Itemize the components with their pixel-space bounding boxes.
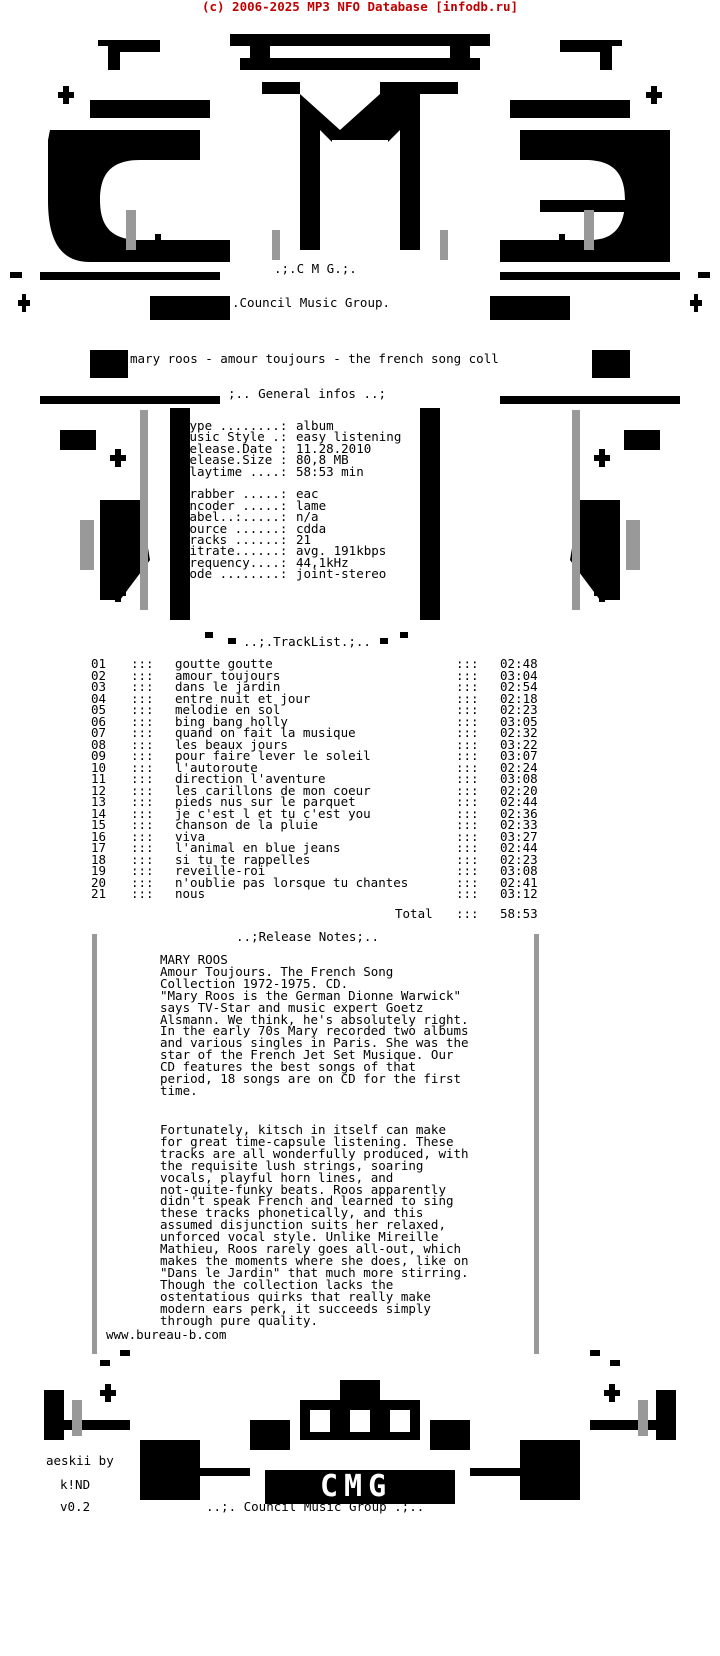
track-separator-left: ::: — [131, 771, 154, 786]
track-title: les carillons de mon coeur — [175, 782, 371, 798]
track-separator-right: ::: — [456, 690, 479, 706]
track-title: l'autoroute — [175, 759, 258, 775]
track-separator-left: ::: — [131, 782, 154, 798]
general-info-key: Encoder .....: — [182, 497, 288, 513]
track-title: pieds nus sur le parquet — [175, 794, 356, 809]
track-duration: 02:20 — [500, 782, 538, 798]
general-info-value: easy listening — [296, 429, 402, 445]
track-row — [91, 667, 565, 683]
track-separator-right: ::: — [456, 725, 479, 740]
track-duration: 02:44 — [500, 794, 538, 809]
release-title: mary roos - amour toujours - the french song coll — [130, 351, 499, 366]
side-swirls-top — [18, 272, 702, 404]
track-separator-right: ::: — [456, 759, 479, 775]
footer-logo-cutouts — [310, 1410, 410, 1432]
track-title: pour faire lever le soleil — [175, 748, 371, 763]
track-separator-left: ::: — [131, 851, 154, 867]
tracklist-heading: ..;.TrackList.;.. — [243, 634, 371, 649]
track-duration: 02:18 — [500, 690, 538, 706]
track-title: amour toujours — [175, 667, 281, 683]
track-separator-left: ::: — [131, 863, 154, 878]
cmg-logo-art — [10, 34, 710, 278]
track-duration: 03:08 — [500, 771, 538, 786]
group-short-name: .;.C M G.;. — [274, 261, 357, 276]
track-separator-left: ::: — [131, 713, 154, 729]
track-separator-left: ::: — [131, 840, 154, 855]
track-row — [91, 759, 565, 775]
track-separator-left: ::: — [131, 805, 154, 821]
track-separator-right: ::: — [456, 828, 479, 844]
track-number: 20 — [91, 874, 107, 890]
track-number: 14 — [91, 805, 107, 821]
general-info-value: joint-stereo — [296, 566, 387, 582]
track-row — [91, 874, 565, 890]
track-separator-left: ::: — [131, 690, 154, 706]
label-website-link[interactable]: www.bureau-b.com — [106, 1327, 227, 1342]
track-number: 18 — [91, 851, 107, 867]
track-number: 04 — [91, 690, 107, 706]
general-info-value: 58:53 min — [296, 463, 364, 479]
track-title: dans le jardin — [175, 679, 281, 694]
track-separator-left: ::: — [131, 874, 154, 890]
track-duration: 02:44 — [500, 840, 538, 855]
footer-group-name: ..;. Council Music Group .;.. — [206, 1499, 425, 1514]
track-title: direction l'aventure — [175, 771, 326, 786]
track-row — [91, 725, 565, 740]
track-separator-right: ::: — [456, 805, 479, 821]
total-label: Total — [395, 906, 433, 921]
track-duration: 02:23 — [500, 851, 538, 867]
track-number: 08 — [91, 736, 107, 752]
track-separator-right: ::: — [456, 771, 479, 786]
general-info-value: 80,8 MB — [296, 452, 349, 468]
group-full-name: .Council Music Group. — [232, 295, 391, 310]
art-credit-label: aeskii by — [46, 1453, 114, 1468]
general-info-key: Frequency....: — [182, 554, 288, 570]
track-title: chanson de la pluie — [175, 817, 318, 832]
track-duration: 03:22 — [500, 736, 538, 752]
track-separator-left: ::: — [131, 759, 154, 775]
track-title: nous — [175, 886, 206, 901]
track-title: entre nuit et jour — [175, 690, 311, 706]
track-title: melodie en sol — [175, 702, 281, 717]
track-row — [91, 656, 565, 671]
track-separator-left: ::: — [131, 794, 154, 809]
track-number: 07 — [91, 725, 107, 740]
track-separator-left: ::: — [131, 886, 154, 901]
track-separator-left: ::: — [131, 656, 154, 671]
general-info-value: lame — [296, 497, 327, 513]
track-title: l'animal en blue jeans — [175, 840, 341, 855]
track-separator-right: ::: — [456, 840, 479, 855]
track-title: bing bang holly — [175, 713, 288, 729]
general-info-key: Release.Date : — [182, 440, 288, 456]
track-separator-right: ::: — [456, 886, 479, 901]
track-number: 19 — [91, 863, 107, 878]
track-number: 02 — [91, 667, 107, 683]
track-separator-left: ::: — [131, 736, 154, 752]
general-info-value: cdda — [296, 520, 327, 536]
general-info-key: Type ........: — [182, 418, 288, 433]
total-duration: 58:53 — [500, 906, 538, 921]
artist-name: k!ND — [60, 1477, 91, 1492]
track-separator-left: ::: — [131, 667, 154, 683]
track-duration: 02:54 — [500, 679, 538, 694]
track-title: reveille-roi — [175, 863, 266, 878]
track-row — [91, 840, 565, 855]
track-number: 06 — [91, 713, 107, 729]
track-duration: 03:07 — [500, 748, 538, 763]
track-duration: 02:33 — [500, 817, 538, 832]
track-title: si tu te rappelles — [175, 851, 311, 867]
track-row — [91, 851, 565, 867]
track-duration: 03:04 — [500, 667, 538, 683]
release-notes-heading: ..;Release Notes;.. — [236, 929, 379, 944]
track-number: 17 — [91, 840, 107, 855]
track-row — [91, 886, 565, 901]
track-duration: 02:32 — [500, 725, 538, 740]
track-number: 03 — [91, 679, 107, 694]
general-info-key: Tracks ......: — [182, 532, 288, 547]
track-title: je c'est l et tu c'est you — [175, 805, 371, 821]
track-title: viva — [175, 828, 206, 844]
general-info-key: Mode ........: — [182, 566, 288, 582]
general-info-key: Playtime ....: — [182, 463, 288, 479]
track-separator-right: ::: — [456, 667, 479, 683]
general-info-value: avg. 191kbps — [296, 543, 387, 559]
track-title: quand on fait la musique — [175, 725, 356, 740]
track-number: 05 — [91, 702, 107, 717]
track-separator-left: ::: — [131, 748, 154, 763]
track-title: goutte goutte — [175, 656, 273, 671]
total-separator: ::: — [456, 906, 479, 921]
track-row — [91, 679, 565, 694]
track-duration: 02:23 — [500, 702, 538, 717]
track-separator-left: ::: — [131, 725, 154, 740]
track-duration: 03:05 — [500, 713, 538, 729]
track-separator-left: ::: — [131, 679, 154, 694]
track-number: 09 — [91, 748, 107, 763]
track-number: 01 — [91, 656, 107, 671]
track-title: les beaux jours — [175, 736, 288, 752]
general-info-value: n/a — [296, 509, 319, 525]
track-number: 15 — [91, 817, 107, 832]
release-notes-paragraph-1: MARY ROOS Amour Toujours. The French Song Collection 1972-1975. CD. "Mary Roos is the German Dionne Warwick" says TV-Star and music expert Goetz Alsmann. We think, he's absolutely right. In the early 70s Mary recorded two albums and various singles in Paris. She was the star of the French Jet Set Musique. Our CD features the best songs of that period, 18 songs are on CD for the first time. — [160, 952, 469, 1098]
track-number: 21 — [91, 886, 107, 901]
track-duration: 02:48 — [500, 656, 538, 671]
track-row — [91, 805, 565, 821]
track-separator-right: ::: — [456, 656, 479, 671]
track-separator-right: ::: — [456, 702, 479, 717]
track-title: n'oublie pas lorsque tu chantes — [175, 874, 409, 890]
general-info-key: Grabber .....: — [182, 486, 288, 502]
track-duration: 02:41 — [500, 874, 538, 890]
track-duration: 02:24 — [500, 759, 538, 775]
track-separator-left: ::: — [131, 702, 154, 717]
track-separator-right: ::: — [456, 679, 479, 694]
track-number: 13 — [91, 794, 107, 809]
version-label: v0.2 — [60, 1499, 91, 1514]
track-separator-left: ::: — [131, 828, 154, 844]
track-separator-right: ::: — [456, 817, 479, 832]
track-duration: 03:08 — [500, 863, 538, 878]
general-infos-heading: ;.. General infos ..; — [228, 386, 387, 401]
track-duration: 03:12 — [500, 886, 538, 901]
track-separator-right: ::: — [456, 748, 479, 763]
release-notes-paragraph-2: Fortunately, kitsch in itself can make for great time-capsule listening. These tracks are all wonderfully produced, with the requisite lush strings, soaring vocals, playful horn lines, and not-quite-funky beats. Roos apparently didn't speak French and learned to sing these tracks phonetically, and this assumed disjunction suits her relaxed, unforced vocal style. Unlike Mireille Mathieu, Roos rarely goes all-out, which makes the moments where she does, like on "Dans le Jardin" that much more stirring. Though the collection lacks the ostentatious quirks that really make modern ears perk, it succeeds simply through pure quality. — [160, 1122, 469, 1328]
track-separator-left: ::: — [131, 817, 154, 832]
track-row — [91, 690, 565, 706]
track-separator-right: ::: — [456, 794, 479, 809]
general-info-value: 21 — [296, 532, 312, 547]
track-number: 16 — [91, 828, 107, 844]
track-separator-right: ::: — [456, 782, 479, 798]
general-info-key: Release.Size : — [182, 452, 288, 468]
track-number: 11 — [91, 771, 107, 786]
general-info-key: Music Style .: — [182, 429, 288, 445]
nfo-credit-link[interactable]: (c) 2006-2025 MP3 NFO Database [infodb.ru] — [201, 0, 519, 14]
track-separator-right: ::: — [456, 736, 479, 752]
general-info-key: Bitrate......: — [182, 543, 288, 559]
track-separator-right: ::: — [456, 851, 479, 867]
track-duration: 02:36 — [500, 805, 538, 821]
general-info-key: Label..:.....: — [182, 509, 288, 525]
track-duration: 03:27 — [500, 828, 538, 844]
track-row — [91, 702, 565, 717]
track-row — [91, 817, 565, 832]
general-info-value: album — [296, 418, 334, 433]
general-info-key: Source ......: — [182, 520, 288, 536]
track-separator-right: ::: — [456, 863, 479, 878]
track-number: 12 — [91, 782, 107, 798]
track-row — [91, 748, 565, 763]
general-info-value: 11.28.2010 — [296, 440, 372, 456]
general-info-value: eac — [296, 486, 319, 502]
track-number: 10 — [91, 759, 107, 775]
track-separator-right: ::: — [456, 713, 479, 729]
footer-cmg-logo-text: CMG — [320, 1469, 393, 1504]
track-separator-right: ::: — [456, 874, 479, 890]
general-info-value: 44,1kHz — [296, 554, 349, 570]
